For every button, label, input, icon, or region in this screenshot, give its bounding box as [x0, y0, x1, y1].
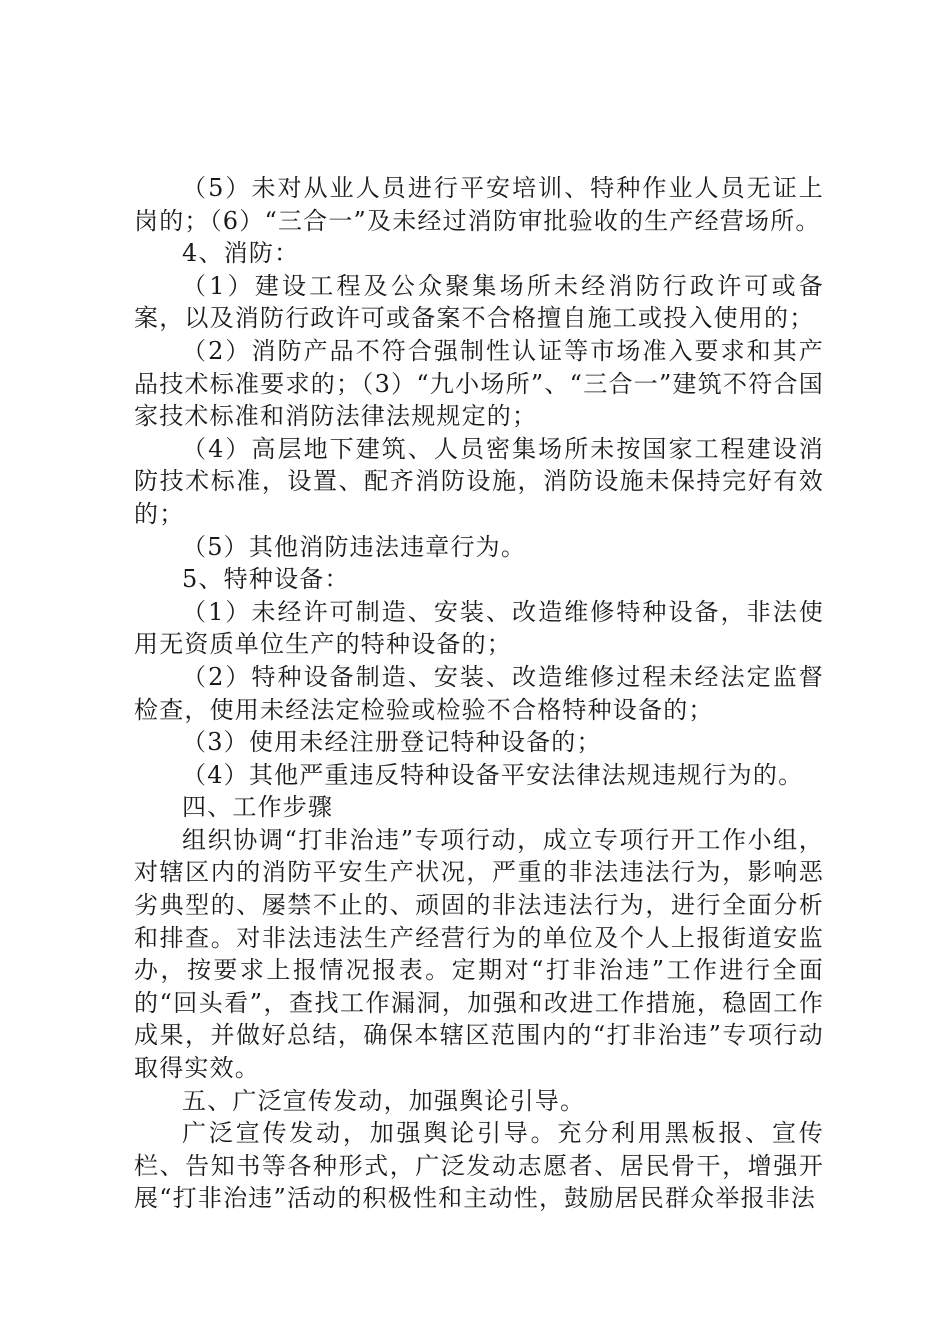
- paragraph-fire-4: （4）高层地下建筑、人员密集场所未按国家工程建设消防技术标准，设置、配齐消防设施，消防设施未保持完好有效的；: [134, 434, 824, 528]
- paragraph-equipment-3: （3）使用未经注册登记特种设备的；: [182, 728, 602, 757]
- paragraph-work-steps: 组织协调“打非治违”专项行动，成立专项行开工作小组，对辖区内的消防平安生产状况，严重的非法违法行为，影响恶劣典型的、屡禁不止的、顽固的非法违法行为，进行全面分析和排查。对非法违法生产经营行为的单位及个人上报街道安监办，按要求上报情况报表。定期对“打非治违”工作进行全面的“回头看”，查找工作漏洞，加强和改进工作措施，稳固工作成果，并做好总结，确保本辖区范围内的“打非治违”专项行动取得实效。: [134, 825, 824, 1083]
- section-heading-fire: 4、消防：: [182, 239, 300, 268]
- document-body: [134, 172, 824, 1215]
- paragraph-fire-1: （1）建设工程及公众聚集场所未经消防行政许可或备案，以及消防行政许可或备案不合格擅自施工或投入使用的；: [134, 271, 824, 333]
- paragraph-fire-5: （5）其他消防违法违章行为。: [182, 532, 527, 561]
- section-heading-work-steps: 四、工作步骤: [182, 793, 334, 822]
- paragraph-fire-2-3: （2）消防产品不符合强制性认证等市场准入要求和其产品技术标准要求的；（3）“九小场所”、“三合一”建筑不符合国家技术标准和消防法律法规规定的；: [134, 336, 824, 431]
- paragraph-publicity: 广泛宣传发动，加强舆论引导。充分利用黑板报、宣传栏、告知书等各种形式，广泛发动志愿者、居民骨干，增强开展“打非治违”活动的积极性和主动性，鼓励居民群众举报非法: [134, 1119, 824, 1213]
- section-heading-special-equipment: 5、特种设备：: [182, 565, 350, 594]
- paragraph-equipment-2: （2）特种设备制造、安装、改造维修过程未经法定监督检查，使用未经法定检验或检验不合格特种设备的；: [134, 662, 824, 724]
- paragraph-item-5-6: （5）未对从业人员进行平安培训、特种作业人员无证上岗的；（6）“三合一”及未经过消防审批验收的生产经营场所。: [134, 174, 824, 235]
- section-heading-publicity: 五、广泛宣传发动，加强舆论引导。: [182, 1086, 586, 1115]
- paragraph-equipment-1: （1）未经许可制造、安装、改造维修特种设备，非法使用无资质单位生产的特种设备的；: [134, 597, 824, 659]
- paragraph-equipment-4: （4）其他严重违反特种设备平安法律法规违规行为的。: [182, 760, 804, 789]
